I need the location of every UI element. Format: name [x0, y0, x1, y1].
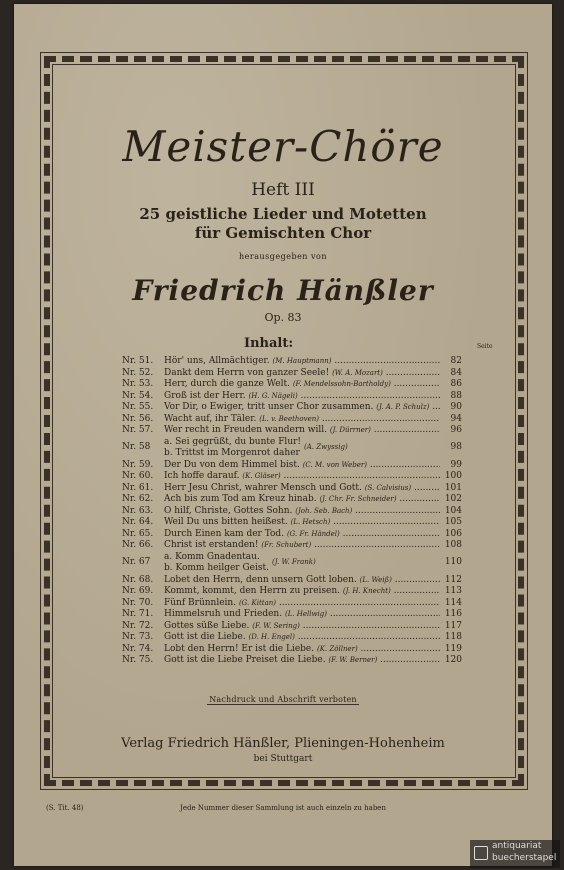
editor-name: Friedrich Hänßler	[132, 274, 434, 307]
list-item	[122, 540, 462, 552]
entry-number: Nr. 58	[122, 441, 151, 452]
entry-page: 113	[444, 586, 462, 596]
entry-composer: (D. H. Engel)	[248, 633, 295, 641]
list-item	[122, 609, 462, 621]
entry-number: Nr. 68.	[122, 574, 154, 585]
entry-number: Nr. 52.	[122, 367, 154, 378]
entry-number: Nr. 60.	[122, 471, 154, 481]
list-item	[122, 575, 462, 587]
entry-title: Gott ist die Liebe Preiset die Liebe.	[164, 655, 326, 665]
list-item	[122, 506, 462, 518]
entry-composer: (K. Gläser)	[242, 472, 281, 480]
entry-title: Wer recht in Freuden wandern will.	[164, 425, 328, 435]
entry-page: 98	[450, 441, 462, 452]
entry-composer: (J. Chr. Fr. Schneider)	[319, 495, 397, 503]
list-item	[122, 655, 462, 667]
entry-title-a: a. Komm Gnadentau.	[164, 551, 260, 562]
list-item	[122, 494, 462, 506]
entry-title: Groß ist der Herr.	[164, 390, 246, 401]
entry-composer: (F. W. Berner)	[328, 656, 378, 664]
entry-text	[164, 391, 440, 403]
entry-title-pair	[164, 437, 301, 459]
stamp-line-2: buecherstapel	[492, 853, 557, 863]
entry-composer: (Fr. Schubert)	[261, 541, 312, 549]
list-item	[122, 437, 462, 460]
entry-title: Lobt den Herrn! Er ist die Liebe.	[164, 643, 315, 654]
list-item	[122, 402, 462, 414]
entry-text	[164, 529, 440, 541]
entry-title: Weil Du uns bitten heißest.	[164, 517, 288, 527]
entry-page: 96	[450, 425, 462, 435]
list-item	[122, 379, 462, 391]
entry-composer: (F. Mendelssohn-Bartholdy)	[292, 380, 391, 388]
entry-text	[164, 644, 440, 656]
list-item	[122, 356, 462, 368]
entry-page: 84	[450, 367, 462, 378]
entry-number: Nr. 70.	[122, 597, 154, 608]
book-icon	[474, 846, 488, 860]
entry-title: Ach bis zum Tod am Kreuz hinab.	[164, 494, 317, 504]
entry-composer: (J. A. P. Schulz)	[376, 403, 430, 411]
entry-number: Nr. 75.	[122, 655, 154, 665]
entry-composer: (H. G. Nägeli)	[248, 391, 298, 400]
entry-number: Nr. 63.	[122, 505, 154, 516]
contents-heading: Inhalt:	[244, 336, 294, 351]
list-item	[122, 632, 462, 644]
entry-page: 86	[450, 379, 462, 389]
entry-composer: (J. Dürrner)	[329, 426, 371, 434]
entry-text	[164, 575, 440, 587]
entry-page: 110	[444, 556, 462, 567]
entry-number: Nr. 61.	[122, 482, 154, 493]
list-item	[122, 391, 462, 403]
entry-title: Lobet den Herrn, denn unsern Gott loben.	[164, 574, 357, 585]
entry-text	[164, 598, 440, 610]
entry-text	[164, 425, 440, 437]
subtitle-line-2: für Gemischten Chor	[194, 224, 372, 242]
entry-page: 94	[450, 413, 462, 424]
list-item	[122, 425, 462, 437]
entry-text	[164, 356, 440, 368]
entry-page: 90	[450, 402, 462, 412]
entry-composer: (L. Hellwig)	[284, 610, 327, 618]
entry-page: 104	[444, 505, 462, 516]
entry-number: Nr. 53.	[122, 379, 154, 389]
list-item	[122, 598, 462, 610]
entry-composer: (Joh. Seb. Bach)	[295, 506, 353, 515]
table-of-contents	[122, 356, 462, 667]
list-item	[122, 471, 462, 483]
entry-title-b: b. Trittst im Morgenrot daher	[164, 447, 300, 458]
entry-text	[164, 632, 440, 644]
entry-composer: (F. W. Sering)	[252, 621, 300, 630]
entry-title: Kommt, kommt, den Herrn zu preisen.	[164, 586, 341, 596]
entry-number: Nr. 51.	[122, 356, 154, 366]
entry-composer: (L. Hetsch)	[290, 518, 331, 526]
list-item	[122, 644, 462, 656]
series-code: (S. Tit. 48)	[46, 804, 84, 812]
entry-title: Gott ist die Liebe.	[164, 632, 246, 642]
entry-text	[164, 609, 440, 621]
entry-page: 108	[444, 540, 462, 550]
entry-composer: (G. Kittan)	[238, 598, 276, 607]
list-item	[122, 529, 462, 541]
entry-title-a: a. Sei gegrüßt, du bunte Flur!	[164, 436, 302, 447]
entry-page: 116	[444, 609, 462, 619]
entry-number: Nr. 69.	[122, 586, 154, 596]
entry-composer: (A. Zwyssig)	[304, 442, 348, 451]
entry-text	[164, 483, 440, 495]
entry-composer: (L. v. Beethoven)	[259, 414, 319, 423]
entry-composer: (L. Weiß)	[359, 575, 392, 584]
entry-text	[164, 540, 440, 552]
entry-number: Nr. 72.	[122, 620, 154, 631]
page-column-heading: Seite	[477, 343, 493, 350]
entry-page: 99	[450, 459, 462, 470]
publisher: Verlag Friedrich Hänßler, Plieningen-Hohenheim	[121, 736, 445, 751]
footnote: Jede Nummer dieser Sammlung ist auch einzeln zu haben	[180, 804, 386, 812]
entry-page: 100	[444, 471, 462, 481]
publisher-city: bei Stuttgart	[253, 754, 313, 764]
entry-number: Nr. 66.	[122, 540, 154, 550]
book-cover	[14, 4, 552, 866]
entry-number: Nr. 64.	[122, 517, 154, 527]
entry-composer: (C. M. von Weber)	[302, 460, 367, 469]
entry-title: Der Du von dem Himmel bist.	[164, 459, 300, 470]
entry-text	[164, 368, 440, 380]
entry-text	[164, 471, 440, 483]
entry-text	[164, 379, 440, 391]
entry-number: Nr. 71.	[122, 609, 154, 619]
list-item	[122, 517, 462, 529]
editor-intro: herausgegeben von	[239, 252, 327, 261]
entry-composer: (G. Fr. Händel)	[286, 529, 340, 538]
list-item	[122, 414, 462, 426]
entry-title-pair	[164, 552, 269, 574]
entry-text	[164, 494, 440, 506]
list-item	[122, 483, 462, 495]
entry-composer: (W. A. Mozart)	[332, 368, 383, 377]
entry-page: 82	[450, 356, 462, 366]
cover-title: Meister-Chöre	[122, 122, 444, 171]
entry-number: Nr. 73.	[122, 632, 154, 642]
opus-number: Op. 83	[264, 311, 302, 324]
entry-title: Christ ist erstanden!	[164, 540, 259, 550]
entry-page: 120	[444, 655, 462, 665]
entry-number: Nr. 67	[122, 556, 151, 567]
entry-title: Vor Dir, o Ewiger, tritt unser Chor zusammen.	[164, 402, 374, 412]
entry-title: Hör' uns, Allmächtiger.	[164, 356, 270, 366]
entry-title-b: b. Komm heilger Geist.	[164, 562, 269, 573]
subtitle-line-1: 25 geistliche Lieder und Motetten	[139, 205, 427, 223]
entry-page: 114	[444, 597, 462, 608]
entry-composer: (K. Zöllner)	[316, 644, 358, 653]
entry-title: Wacht auf, ihr Täler.	[164, 413, 257, 424]
list-item	[122, 552, 462, 575]
entry-number: Nr. 65.	[122, 528, 154, 539]
entry-page: 88	[450, 390, 462, 401]
entry-text	[164, 621, 440, 633]
entry-number: Nr. 57.	[122, 425, 154, 435]
entry-composer: (S. Calvisius)	[364, 483, 412, 492]
entry-title: Himmelsruh und Frieden.	[164, 609, 283, 619]
entry-page: 117	[444, 620, 462, 631]
entry-page: 105	[444, 517, 462, 527]
list-item	[122, 460, 462, 472]
entry-page: 102	[444, 494, 462, 504]
list-item	[122, 586, 462, 598]
entry-page: 106	[444, 528, 462, 539]
entry-title: Durch Einen kam der Tod.	[164, 528, 285, 539]
entry-composer: (M. Hauptmann)	[272, 357, 332, 365]
entry-text	[164, 655, 440, 667]
entry-title: Herr, durch die ganze Welt.	[164, 379, 290, 389]
entry-text	[164, 414, 440, 426]
entry-number: Nr. 55.	[122, 402, 154, 412]
entry-text	[164, 586, 440, 598]
entry-number: Nr. 59.	[122, 459, 154, 470]
entry-number: Nr. 62.	[122, 494, 154, 504]
entry-text	[164, 517, 440, 529]
entry-page: 119	[444, 643, 462, 654]
stamp-line-1: antiquariat	[492, 841, 542, 851]
list-item	[122, 368, 462, 380]
entry-number: Nr. 56.	[122, 413, 154, 424]
entry-text	[164, 460, 440, 472]
volume-label: Heft III	[251, 180, 315, 200]
entry-title: Ich hoffe darauf.	[164, 471, 240, 481]
copyright-notice	[14, 695, 552, 704]
entry-page: 112	[444, 574, 462, 585]
entry-page: 101	[444, 482, 462, 493]
entry-composer: (J. H. Knecht)	[342, 587, 391, 595]
entry-title: Gottes süße Liebe.	[164, 620, 250, 631]
entry-title: Fünf Brünnlein.	[164, 597, 237, 608]
entry-text	[164, 506, 440, 518]
entry-composer: (J. W. Frank)	[272, 557, 316, 566]
entry-number: Nr. 54.	[122, 390, 154, 401]
entry-number: Nr. 74.	[122, 643, 154, 654]
entry-text	[164, 402, 440, 414]
entry-title: Dankt dem Herrn von ganzer Seele!	[164, 367, 330, 378]
entry-title: Herr Jesu Christ, wahrer Mensch und Gott.	[164, 482, 362, 493]
watermark-stamp	[470, 840, 560, 868]
list-item	[122, 621, 462, 633]
entry-page: 118	[444, 632, 462, 642]
entry-title: O hilf, Christe, Gottes Sohn.	[164, 505, 293, 516]
copyright-notice-text: Nachdruck und Abschrift verboten	[209, 695, 357, 704]
